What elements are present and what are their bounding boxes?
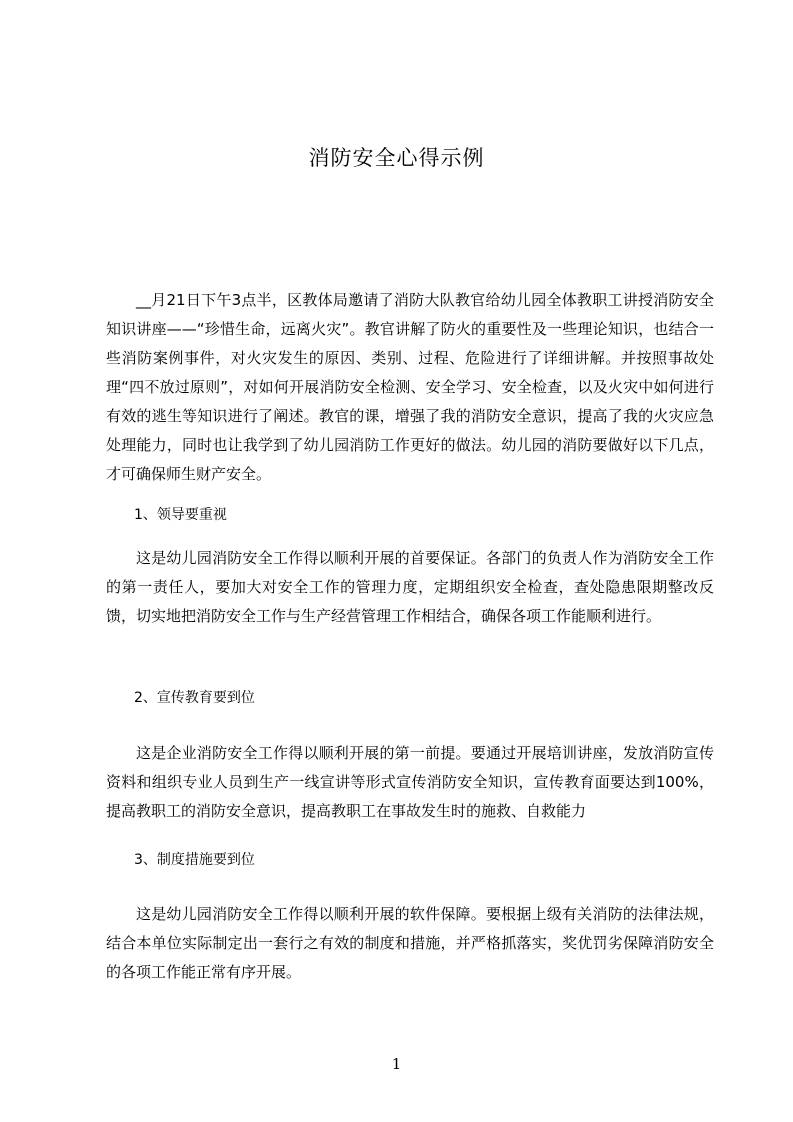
section-heading-leadership: 1、领导要重视 [134, 507, 227, 523]
intro-paragraph: __月21日下午3点半，区教体局邀请了消防大队教官给幼儿园全体教职工讲授消防安全知识讲座——“珍惜生命，远离火灾”。教官讲解了防火的重要性及一些理论知识，也结合一些消防案例事件，对火灾发生的原因、类别、过程、危险进行了详细讲解。并按照事故处理“四不放过原则”，对如何开展消防安全检测、安全学习、安全检查，以及火灾中如何进行有效的逃生等知识进行了阐述。教官的课，增强了我的消防安全意识，提高了我的火灾应急处理能力，同时也让我学到了幼儿园消防工作更好的做法。幼儿园的消防要做好以下几点，才可确保师生财产安全。 [106, 291, 714, 483]
document-title: 消防安全心得示例 [308, 146, 485, 170]
page-number: 1 [391, 1055, 402, 1073]
section-paragraph-leadership: 这是幼儿园消防安全工作得以顺利开展的首要保证。各部门的负责人作为消防安全工作的第一责任人，要加大对安全工作的管理力度，定期组织安全检查，查处隐患限期整改反馈，切实地把消防安全工作与生产经营管理工作相结合，确保各项工作能顺利进行。 [106, 549, 714, 625]
section-heading-measures: 3、制度措施要到位 [134, 852, 255, 868]
section-paragraph-education: 这是企业消防安全工作得以顺利开展的第一前提。要通过开展培训讲座，发放消防宣传资料和组织专业人员到生产一线宣讲等形式宣传消防安全知识，宣传教育面要达到100%，提高教职工的消防安全意识，提高教职工在事故发生时的施救、自救能力 [106, 744, 714, 820]
section-heading-education: 2、宣传教育要到位 [134, 690, 255, 706]
section-paragraph-measures: 这是幼儿园消防安全工作得以顺利开展的软件保障。要根据上级有关消防的法律法规，结合本单位实际制定出一套行之有效的制度和措施，并严格抓落实，奖优罚劣保障消防安全的各项工作能正常有序开展。 [106, 905, 714, 981]
